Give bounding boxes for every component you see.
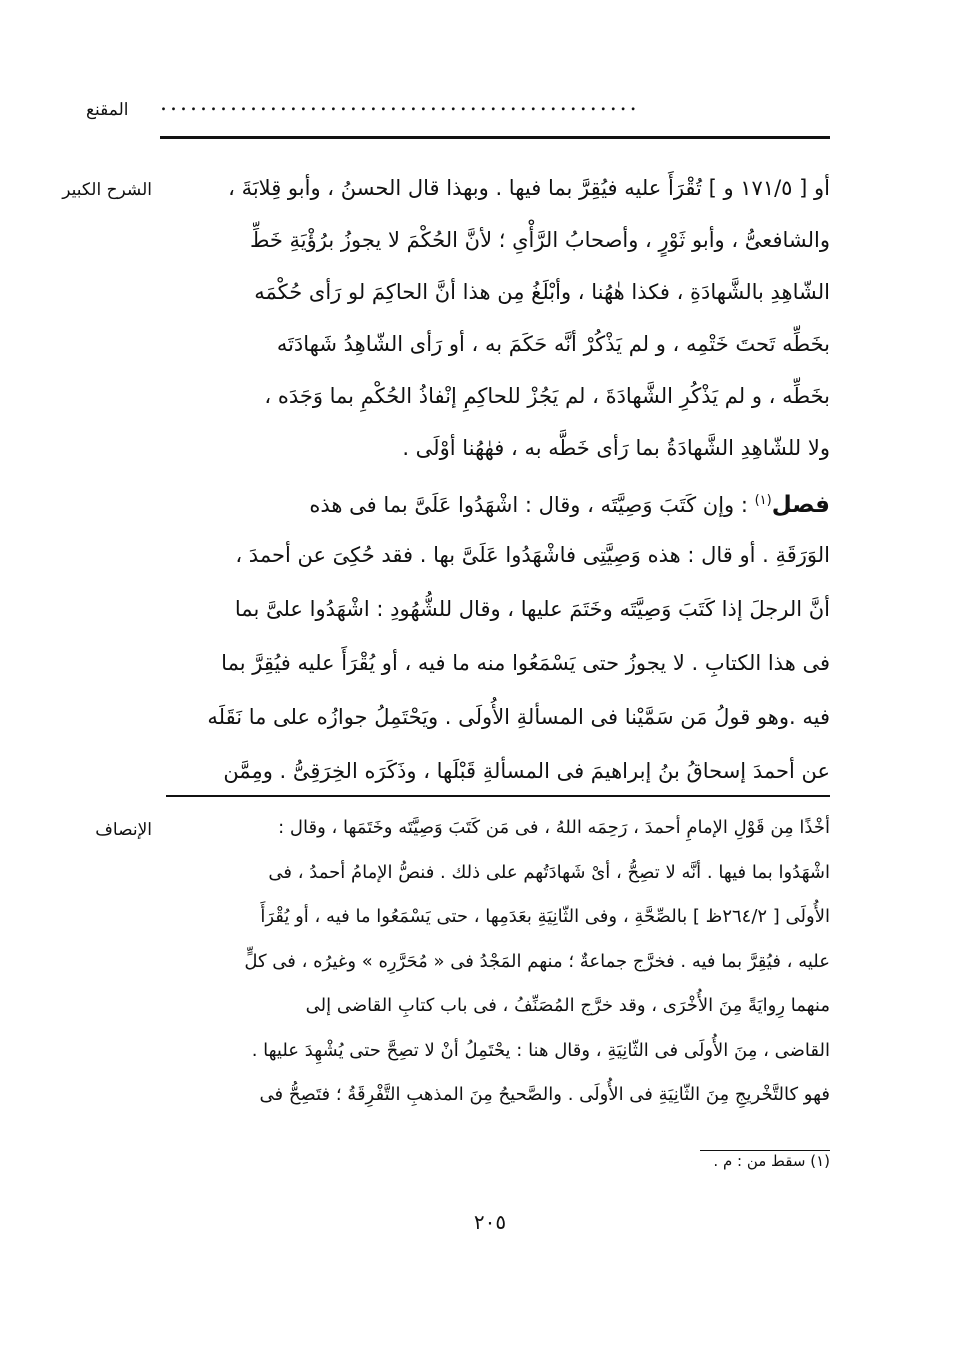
text-line: فى هذا الكتابِ . لا يجوزُ حتى يَسْمَعُوا منه ما فيه ، أو يُقْرَأَ عليه فيُقِرَّ بما [221, 651, 830, 675]
text-line: الأُولَى [ ٢٦٤/٢ظ ] بالصِّحَّةِ ، وفى الثّانِيَةِ بعَدَمِها ، حتى يَسْمَعُوا ما فيه ، أو يُقْرَأَ [260, 906, 830, 927]
footnote: (١) سقط من : م . [713, 1152, 830, 1170]
text-line: والشافعىُّ ، وأبو ثَوْرٍ ، وأصحابُ الرَّأْىِ ؛ لأنَّ الحُكْمَ لا يجوزُ برُؤْيَةِ خَطِّ [249, 228, 830, 252]
text-line: فيه .وهو قولُ مَن سَمَّيْنا فى المسألةِ الأُولَى . ويَحْتَمِلُ جوازُه على ما نَقَلَه [207, 705, 830, 729]
side-label-insaf: الإنصاف [95, 820, 152, 840]
text-line: فهو كالتَّخْريجِ مِنَ الثّانِيَةِ فى الأُولَى . والصَّحيحُ مِنَ المذهبِ التَّفْرِقَةُ ؛ فتَصِحُّ فى [259, 1084, 830, 1105]
text-line: عليه ، فيُقِرَّ بما فيه . فخرَّج جماعةٌ ؛ منهم المَجْدُ فى « مُحَرَّرِه » وغيرُه ، فى كلٍّ [244, 950, 830, 972]
text-line: الشّاهِدِ بالشَّهادَةِ ، فكذا هٰهُنا ، وأبْلَغُ مِن هذا أنَّ الحاكِمَ لو رَأى حُكْمَه [254, 280, 830, 304]
fasl-text-block [166, 474, 830, 798]
fasl-heading: فصل [771, 492, 830, 518]
text-line: ولا للشّاهِدِ الشَّهادَةُ بما رَأى خَطَّه به ، فهٰهُنا أوْلَى . [402, 436, 830, 460]
section-divider [166, 795, 830, 797]
text-line: عن أحمدَ إسحاقُ بنُ إبراهيمَ فى المسألةِ قَبْلَها ، وذَكَرَه الخِرَقِىُّ . ومِمَّن [223, 759, 830, 783]
footnote-marker: (١) [754, 493, 772, 508]
fasl-first-line-text: : وإن كَتَبَ وَصِيَّتَه ، وقال : اشْهَدُوا عَلَىَّ بما فى هذه [309, 493, 755, 517]
text-line: بخَطِّه تَحتَ خَتْمِه ، و لم يَذْكُرْ أنَّه حَكَمَ به ، أو رَأى الشّاهِدُ شَهادَتَه [276, 332, 830, 356]
header-rule [160, 136, 830, 139]
header-dotted-leader: ................................................ [160, 92, 640, 116]
page-number: ٢٠٥ [473, 1210, 507, 1234]
text-line: اشْهَدُوا بما فيها . أنَّه لا تصِحُّ ، أىْ شَهادَتُهم على ذلك . فنصُّ الإمامُ أحمدُ ، فى [268, 861, 830, 883]
text-line: منهما رِوايَةً مِنَ الأُخْرَى ، وقد خرَّج المُصَنِّفُ ، فى باب كتابِ القاضى إلى [305, 995, 830, 1016]
text-line: بخَطِّه ، و لم يَذْكُرِ الشَّهادَةَ ، لم يَجُزْ للحاكِمِ إنْفاذُ الحُكْمِ بما وَجَدَه ، [264, 384, 830, 408]
running-header-title: المقنع [86, 100, 129, 120]
sharh-text-block [166, 162, 830, 474]
text-line: أخْذًا مِن قَوْلِ الإمامِ أحمدَ ، رَحِمَه اللهُ ، فى مَن كَتَبَ وَصِيَّتَه وخَتَمَها ، وقال : [278, 817, 830, 838]
text-line: القاضى ، مِنَ الأُولَى فى الثّانِيَةِ ، وقال هنا : يحْتَمِلُ أنْ لا تصِحَّ حتى يُشْهِدَ عليها . [251, 1039, 830, 1061]
side-label-sharh: الشرح الكبير [62, 180, 152, 200]
fasl-first-line [166, 474, 830, 528]
footnote-rule [700, 1150, 830, 1151]
text-line: الوَرَقَةِ . أو قال : هذه وَصِيَّتِى فاشْهَدُوا عَلَىَّ بها . فقد حُكِىَ عن أحمدَ ، [235, 543, 830, 567]
text-line: أو [ ١٧١/٥ و ] تُقْرَأَ عليه فيُقِرَّ بما فيها . وبهذا قال الحسنُ ، وأبو قِلابَةَ ، [228, 176, 830, 200]
insaf-text-block [166, 806, 830, 1118]
text-line: أنَّ الرجلَ إذا كَتَبَ وَصِيَّتَه وخَتَمَ عليها ، وقال للشُّهُودِ : اشْهَدُوا علىَّ بما [234, 597, 830, 621]
